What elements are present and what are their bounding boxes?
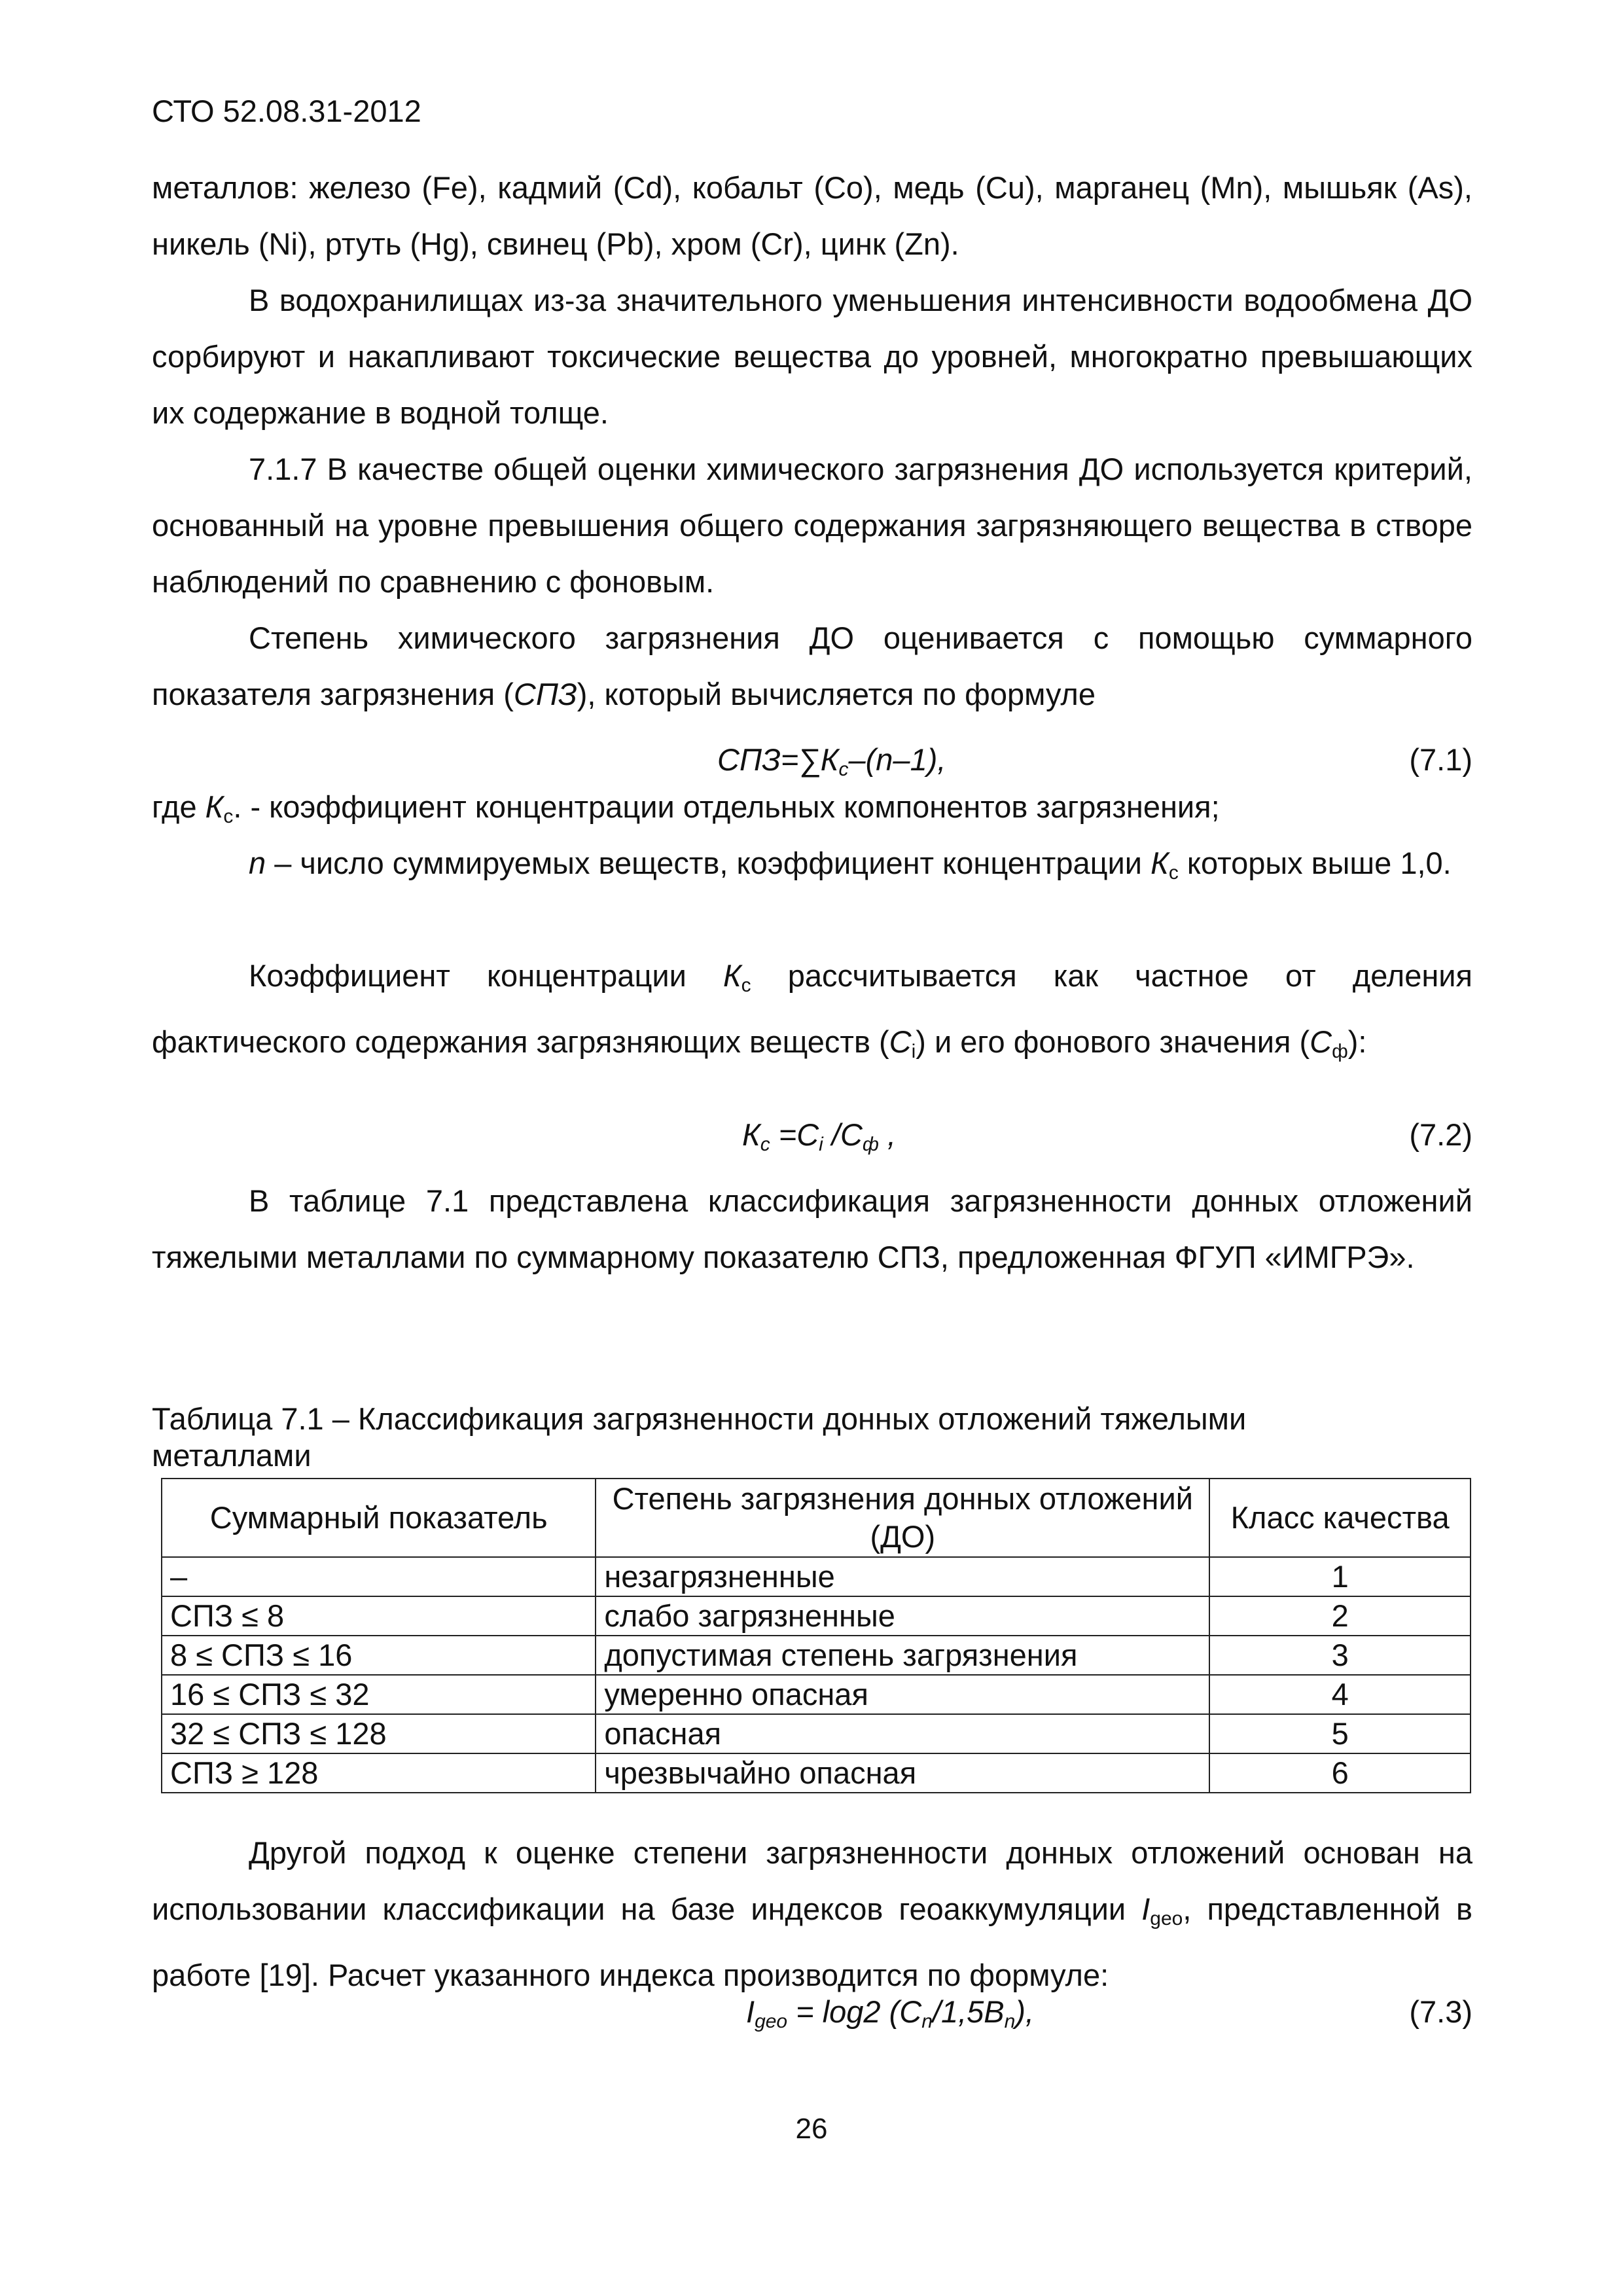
table-cell: умеренно опасная <box>596 1675 1209 1714</box>
column-header: Суммарный показатель <box>162 1479 596 1557</box>
text-part: Степень химического загрязнения ДО оценивается с помощью суммарного показателя загрязнения ( <box>152 620 1472 711</box>
cf-symbol: С <box>1310 1024 1332 1059</box>
formula-subscript: i <box>819 1134 823 1155</box>
formula-subscript: n <box>1004 2011 1016 2032</box>
document-code-header: СТО 52.08.31-2012 <box>152 94 421 128</box>
formula-part: = log2 (C <box>787 1994 922 2029</box>
formula-subscript: с <box>838 759 849 780</box>
paragraph-reservoirs: В водохранилищах из-за значительного уменьшения интенсивности водообмена ДО сорбируют и накапливают токсические вещества до уровней, многократно превышающих их содержание в водной толще. <box>152 283 1472 430</box>
formula-number-7-1: (7.1) <box>1409 742 1472 777</box>
table-row <box>162 1714 1471 1753</box>
formula-subscript: geo <box>755 2011 788 2032</box>
kc-symbol: К <box>205 789 224 824</box>
table-cell: СПЗ ≤ 8 <box>162 1596 596 1636</box>
table-cell: чрезвычайно опасная <box>596 1753 1209 1793</box>
text-part: – число суммируемых веществ, коэффициент концентрации <box>266 846 1151 880</box>
formula-subscript: n <box>921 2011 933 2032</box>
column-header: Класс качества <box>1209 1479 1471 1557</box>
text-part: Коэффициент концентрации <box>249 958 723 993</box>
table-cell: допустимая степень загрязнения <box>596 1636 1209 1675</box>
formula-7-3 <box>746 1994 1034 2033</box>
table-cell: 6 <box>1209 1753 1471 1793</box>
table-cell: 4 <box>1209 1675 1471 1714</box>
formula-7-2 <box>742 1117 896 1156</box>
formula-part: =C <box>770 1117 819 1152</box>
paragraph-kc-calculation <box>152 948 1472 1080</box>
table-cell: СПЗ ≥ 128 <box>162 1753 596 1793</box>
formula-part: , <box>878 1117 897 1152</box>
text-part: где <box>152 789 205 824</box>
spz-abbr: СПЗ <box>513 677 577 711</box>
n-symbol: n <box>249 846 266 880</box>
table-cell: 8 ≤ СПЗ ≤ 16 <box>162 1636 596 1675</box>
text-part: ): <box>1347 1024 1367 1059</box>
table-row <box>162 1636 1471 1675</box>
table-cell: – <box>162 1557 596 1596</box>
table-row <box>162 1596 1471 1636</box>
formula-part: К <box>742 1117 760 1152</box>
kc-subscript: с <box>223 806 234 827</box>
igeo-symbol: I <box>1141 1892 1150 1926</box>
text-part: рассчитывается как частное от деления фактического содержания загрязняющих веществ ( <box>152 958 1472 1059</box>
ci-subscript: i <box>911 1041 916 1062</box>
page-number: 26 <box>795 2113 828 2145</box>
kc-symbol: К <box>1150 846 1169 880</box>
ci-symbol: C <box>889 1024 912 1059</box>
formula-7-1 <box>717 742 946 781</box>
table-cell: 3 <box>1209 1636 1471 1675</box>
column-header: Степень загрязнения донных отложений (ДО) <box>596 1479 1209 1557</box>
table-cell: 2 <box>1209 1596 1471 1636</box>
kc-subscript: с <box>741 975 751 996</box>
table-row <box>162 1675 1471 1714</box>
text-part: ), который вычисляется по формуле <box>577 677 1096 711</box>
text-part: ) и его фонового значения ( <box>916 1024 1310 1059</box>
classification-table <box>161 1478 1471 1793</box>
table-header-row <box>162 1479 1471 1557</box>
text-part: Другой подход к оценке степени загрязненности донных отложений основан на использовании классификации на базе индексов геоаккумуляции <box>152 1835 1472 1926</box>
table-cell: опасная <box>596 1714 1209 1753</box>
formula-subscript: с <box>760 1134 770 1155</box>
paragraph-igeo <box>152 1825 1472 2003</box>
formula-part: /1,5B <box>932 1994 1005 2029</box>
igeo-subscript: geo <box>1150 1908 1183 1929</box>
formula-subscript: ф <box>862 1134 879 1155</box>
kc-subscript: с <box>1168 862 1179 884</box>
paragraph-spz-definition <box>152 610 1472 723</box>
table-row <box>162 1753 1471 1793</box>
table-row <box>162 1557 1471 1596</box>
formula-part: ), <box>1015 1994 1035 2029</box>
formula-part: /С <box>823 1117 863 1152</box>
paragraph-table-intro: В таблице 7.1 представлена классификация загрязненности донных отложений тяжелыми металлами по суммарному показателю СПЗ, предложенная ФГУП «ИМГРЭ». <box>152 1183 1472 1274</box>
kc-symbol: К <box>722 958 741 993</box>
formula-number-7-2: (7.2) <box>1409 1117 1472 1152</box>
cf-subscript: ф <box>1332 1041 1348 1062</box>
table-cell: незагрязненные <box>596 1557 1209 1596</box>
table-cell: 16 ≤ СПЗ ≤ 32 <box>162 1675 596 1714</box>
paragraph-metals-list: металлов: железо (Fe), кадмий (Cd), кобальт (Co), медь (Cu), марганец (Mn), мышьяк (As), никель (Ni), ртуть (Hg), свинец (Pb), хром (Cr), цинк (Zn). <box>152 170 1472 261</box>
table-cell: 1 <box>1209 1557 1471 1596</box>
text-part: . - коэффициент концентрации отдельных компонентов загрязнения; <box>233 789 1220 824</box>
formula-number-7-3: (7.3) <box>1409 1994 1472 2029</box>
text-part: которых выше 1,0. <box>1178 846 1452 880</box>
paragraph-7-1-7: 7.1.7 В качестве общей оценки химического загрязнения ДО используется критерий, основанный на уровне превышения общего содержания загрязняющего вещества в створе наблюдений по сравнению с фоновым. <box>152 452 1472 599</box>
table-cell: 32 ≤ СПЗ ≤ 128 <box>162 1714 596 1753</box>
formula-part: СПЗ=∑К <box>717 742 839 777</box>
text-part: , представленной в работе [19]. Расчет указанного индекса производится по формуле: <box>152 1892 1472 1992</box>
paragraph-where-n <box>152 835 1472 901</box>
table-cell: слабо загрязненные <box>596 1596 1209 1636</box>
formula-part: –(n–1), <box>848 742 946 777</box>
formula-part: I <box>746 1994 755 2029</box>
table-caption: Таблица 7.1 – Классификация загрязненности донных отложений тяжелыми металлами <box>152 1401 1247 1473</box>
table-cell: 5 <box>1209 1714 1471 1753</box>
